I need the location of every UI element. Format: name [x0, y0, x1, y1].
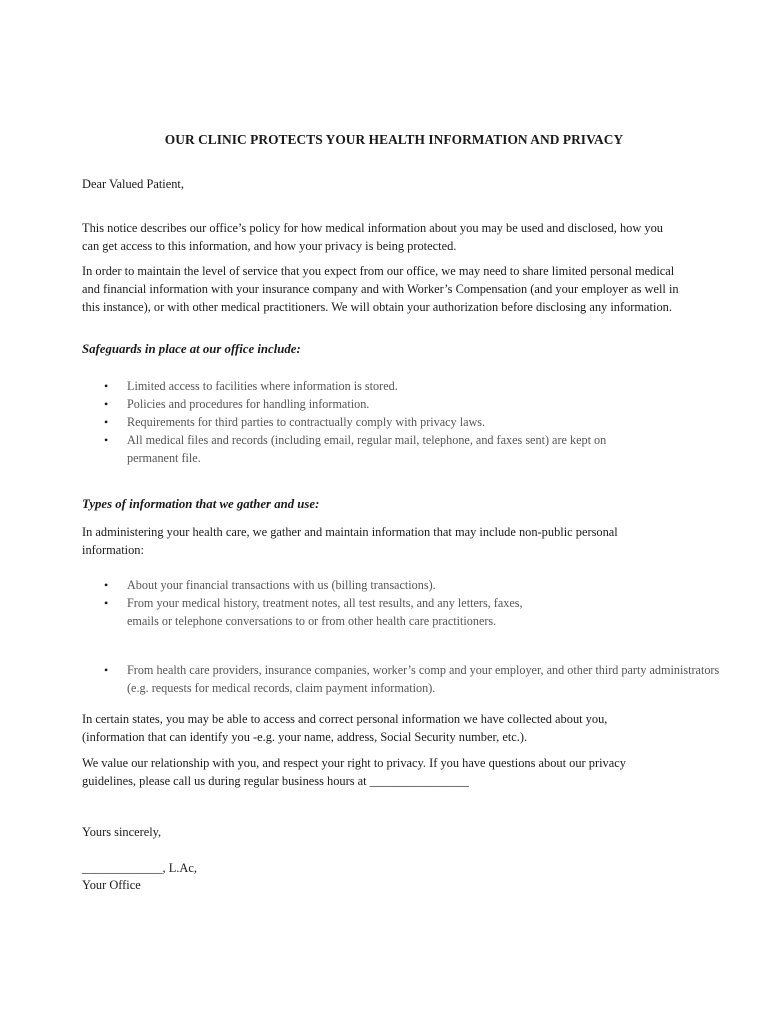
list-item-text: Policies and procedures for handling information. [127, 397, 370, 411]
office-name: Your Office [82, 878, 141, 892]
bullet-icon: • [104, 379, 109, 393]
document-title: OUR CLINIC PROTECTS YOUR HEALTH INFORMATION AND PRIVACY [164, 132, 624, 147]
list-item [82, 431, 627, 467]
bullet-icon: • [104, 663, 109, 677]
intro-paragraph: This notice describes our office’s policy for how medical information about you may be used and disclosed, how you can get access to this information, and how your privacy is being protected. [82, 221, 663, 253]
list-item [82, 594, 542, 630]
bullet-icon: • [104, 397, 109, 411]
service-paragraph: In order to maintain the level of service that you expect from our office, we may need to share limited personal medical and financial information with your insurance company and with Worker’s Compensation (and your employer as well in this instance), or with other medical practitioners. We will obtain your authorization before disclosing any information. [82, 264, 679, 314]
salutation: Dear Valued Patient, [82, 177, 184, 191]
list-item [82, 576, 542, 594]
list-item [82, 377, 627, 395]
list-item-text: Requirements for third parties to contractually comply with privacy laws. [127, 415, 486, 429]
list-item-text: Limited access to facilities where information is stored. [127, 379, 398, 393]
types-list-a [82, 576, 542, 630]
list-item [82, 395, 627, 413]
safeguards-list [82, 377, 627, 467]
bullet-icon: • [104, 415, 109, 429]
list-item-text: About your financial transactions with us (billing transactions). [127, 578, 436, 592]
types-intro: In administering your health care, we gather and maintain information that may include non-public personal information: [82, 525, 618, 557]
types-heading: Types of information that we gather and use: [82, 497, 320, 511]
bullet-icon: • [104, 596, 109, 610]
list-item [82, 413, 627, 431]
states-paragraph: In certain states, you may be able to access and correct personal information we have collected about you, (information that can identify you -e.g. your name, address, Social Security number, etc.). [82, 712, 608, 744]
bullet-icon: • [104, 433, 109, 447]
list-item-text: From your medical history, treatment notes, all test results, and any letters, faxes, emails or telephone conversations to or from other health care practitioners. [127, 596, 523, 628]
bullet-icon: • [104, 578, 109, 592]
list-item-text: From health care providers, insurance companies, worker’s comp and your employer, and other third party administrators (e.g. requests for medical records, claim payment information). [127, 663, 720, 695]
safeguards-heading: Safeguards in place at our office include: [82, 342, 301, 356]
types-list-b [82, 661, 722, 697]
list-item [82, 661, 722, 697]
closing: Yours sincerely, [82, 825, 162, 839]
relationship-paragraph: We value our relationship with you, and respect your right to privacy. If you have questions about our privacy guidelines, please call us during regular business hours at ________________ [82, 756, 626, 788]
list-item-text: All medical files and records (including email, regular mail, telephone, and faxes sent) are kept on permanent file. [127, 433, 607, 465]
signature-line: _____________, L.Ac, [82, 861, 197, 875]
